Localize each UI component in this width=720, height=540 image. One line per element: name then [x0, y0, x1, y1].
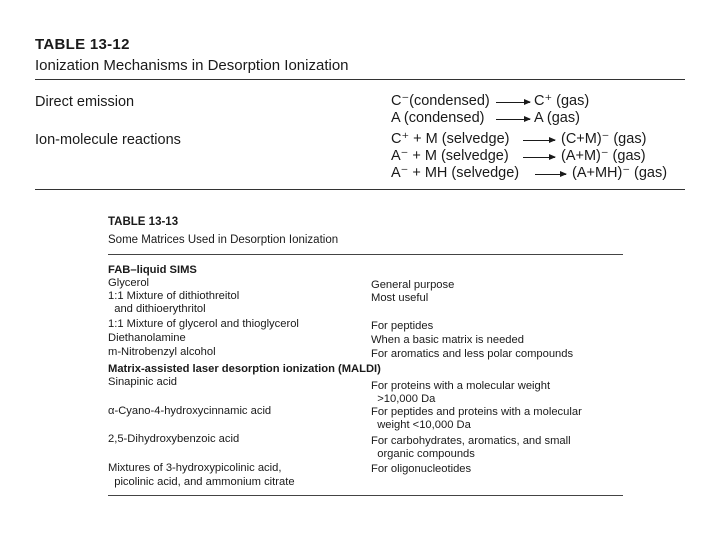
- section-heading-fab: FAB–liquid SIMS: [108, 264, 197, 276]
- reaction-left: C⁻(condensed): [391, 93, 490, 109]
- matrix-use-continued: >10,000 Da: [371, 393, 436, 405]
- matrix-use: For oligonucleotides: [371, 463, 472, 475]
- reaction-arrow-icon: [523, 140, 555, 141]
- matrix-use: For peptides: [371, 320, 434, 332]
- reaction-arrow-icon: [496, 102, 530, 103]
- reaction-arrow-icon: [535, 174, 566, 175]
- matrix-name: α-Cyano-4-hydroxycinnamic acid: [108, 405, 272, 417]
- matrix-name: m-Nitrobenzyl alcohol: [108, 346, 216, 358]
- reaction-right: (C+M)⁻ (gas): [561, 131, 647, 147]
- mechanism-ion-molecule: Ion-molecule reactions: [35, 132, 181, 148]
- table-13-12-label: TABLE 13-12: [35, 36, 130, 53]
- mechanism-direct-emission: Direct emission: [35, 94, 135, 110]
- reaction-left: C⁺ + M (selvedge): [391, 131, 510, 147]
- table-13-13-top-rule: [108, 254, 623, 255]
- matrix-use: For aromatics and less polar compounds: [371, 348, 574, 360]
- matrix-use-continued: weight <10,000 Da: [371, 419, 471, 431]
- reaction-right: C⁺ (gas): [534, 93, 590, 109]
- matrix-use: For proteins with a molecular weight: [371, 380, 551, 392]
- matrix-use-continued: organic compounds: [371, 448, 475, 460]
- table-13-12-bottom-rule: [35, 189, 685, 190]
- section-heading-maldi: Matrix-assisted laser desorption ionization (MALDI): [108, 363, 381, 375]
- reaction-left: A⁻ + M (selvedge): [391, 148, 509, 164]
- reaction-right: A (gas): [534, 110, 580, 126]
- reaction-left: A⁻ + MH (selvedge): [391, 165, 520, 181]
- reaction-right: (A+M)⁻ (gas): [561, 148, 646, 164]
- reaction-right: (A+MH)⁻ (gas): [572, 165, 668, 181]
- matrix-name: Glycerol: [108, 277, 150, 289]
- matrix-name: 2,5-Dihydroxybenzoic acid: [108, 433, 240, 445]
- table-13-12-caption: Ionization Mechanisms in Desorption Ionization: [35, 57, 349, 74]
- matrix-use: When a basic matrix is needed: [371, 334, 524, 346]
- matrix-name: 1:1 Mixture of glycerol and thioglycerol: [108, 318, 299, 330]
- matrix-use: Most useful: [371, 292, 429, 304]
- matrix-use: For peptides and proteins with a molecular: [371, 406, 582, 418]
- matrix-name: 1:1 Mixture of dithiothreitol: [108, 290, 240, 302]
- reaction-arrow-icon: [523, 157, 555, 158]
- matrix-name: Sinapinic acid: [108, 376, 178, 388]
- matrix-name: Diethanolamine: [108, 332, 186, 344]
- table-13-13-caption: Some Matrices Used in Desorption Ionization: [108, 234, 339, 246]
- matrix-use: For carbohydrates, aromatics, and small: [371, 435, 571, 447]
- matrix-use: General purpose: [371, 279, 455, 291]
- reaction-arrow-icon: [496, 119, 530, 120]
- table-13-12-top-rule: [35, 79, 685, 80]
- table-13-13-label: TABLE 13-13: [108, 216, 179, 228]
- matrix-name-continued: picolinic acid, and ammonium citrate: [108, 476, 295, 488]
- table-13-13-bottom-rule: [108, 495, 623, 496]
- matrix-name-continued: and dithioerythritol: [108, 303, 206, 315]
- matrix-name: Mixtures of 3-hydroxypicolinic acid,: [108, 462, 282, 474]
- reaction-left: A (condensed): [391, 110, 485, 126]
